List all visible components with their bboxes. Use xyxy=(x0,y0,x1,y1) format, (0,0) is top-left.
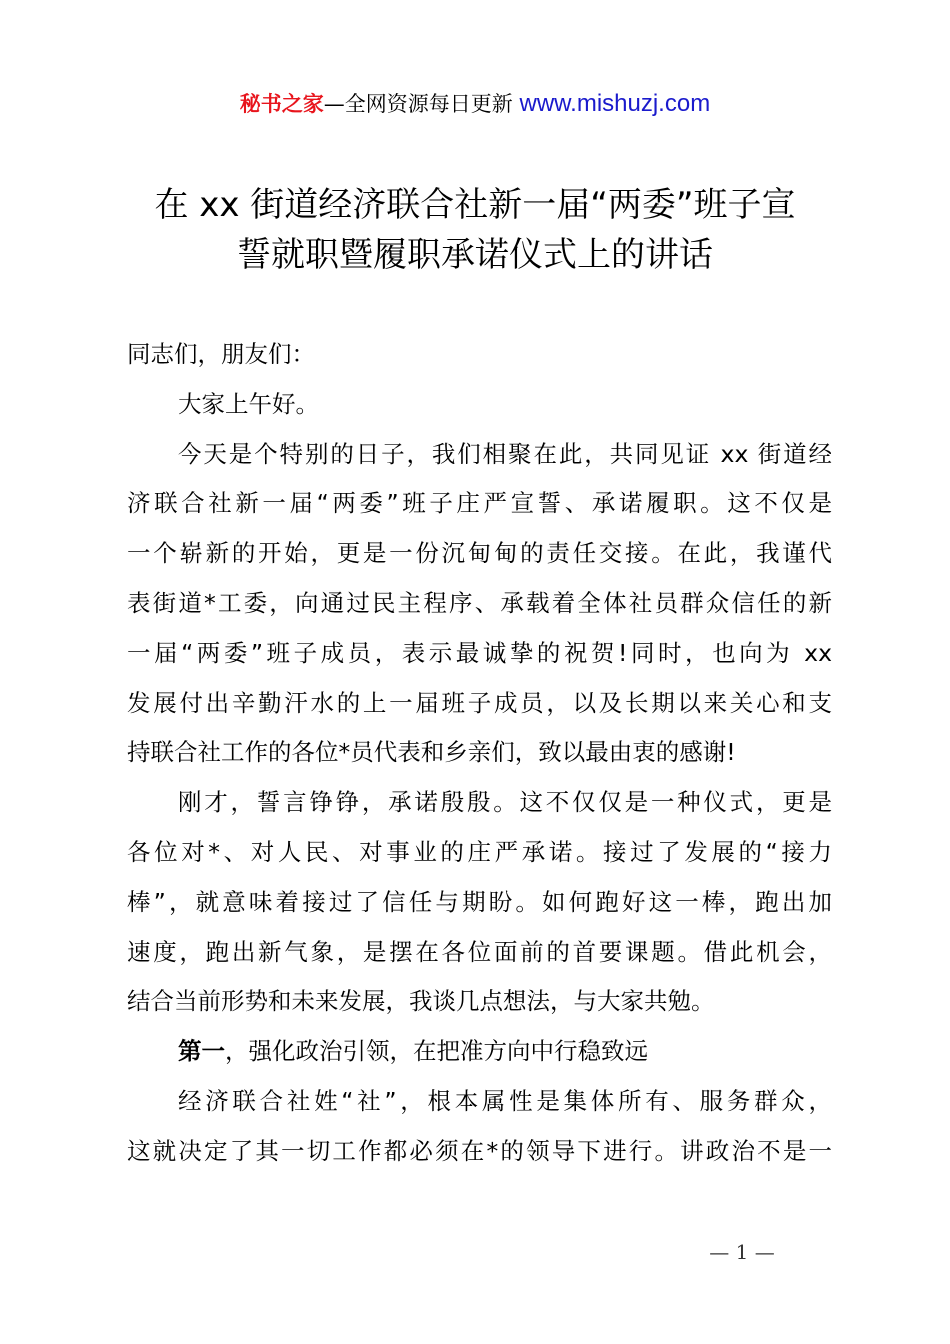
paragraph-line: 一个崭新的开始，更是一份沉甸甸的责任交接。在此，我谨代 xyxy=(127,539,832,568)
document-body xyxy=(127,330,832,1177)
paragraph-line: 今天是个特别的日子，我们相聚在此，共同见证 xx 街道经 xyxy=(178,439,832,468)
section-label: 第一 xyxy=(178,1037,225,1066)
section-heading-1 xyxy=(127,1027,832,1077)
paragraph-line: 速度，跑出新气象，是摆在各位面前的首要课题。借此机会， xyxy=(127,937,832,966)
section-text: ，强化政治引领，在把准方向中行稳致远 xyxy=(225,1037,648,1066)
paragraph-line: 棒”，就意味着接过了信任与期盼。如何跑好这一棒，跑出加 xyxy=(127,887,832,916)
paragraph-line: 各位对*、对人民、对事业的庄严承诺。接过了发展的“接力 xyxy=(127,837,832,866)
header-slogan: —全网资源每日更新 xyxy=(323,92,513,116)
paragraph-line: 刚才，誓言铮铮，承诺殷殷。这不仅仅是一种仪式，更是 xyxy=(178,788,832,817)
brand-name: 秘书之家 xyxy=(239,92,324,116)
site-url-link[interactable]: www.mishuzj.com xyxy=(519,90,711,117)
paragraph-line: 这就决定了其一切工作都必须在*的领导下进行。讲政治不是一 xyxy=(127,1136,832,1165)
document-title-line-2: 誓就职暨履职承诺仪式上的讲话 xyxy=(237,235,713,275)
document-title-line-1: 在 xx 街道经济联合社新一届“两委”班子宣 xyxy=(154,185,796,225)
paragraph-line: 经济联合社姓“社”，根本属性是集体所有、服务群众， xyxy=(178,1086,832,1115)
opening: 大家上午好。 xyxy=(178,389,319,418)
paragraph-line: 济联合社新一届“两委”班子庄严宣誓、承诺履职。这不仅是 xyxy=(127,489,832,518)
paragraph-line: 一届“两委”班子成员，表示最诚挚的祝贺!同时，也向为 xx xyxy=(127,638,832,667)
paragraph-line: 表街道*工委，向通过民主程序、承载着全体社员群众信任的新 xyxy=(127,588,832,617)
paragraph-line: 结合当前形势和未来发展，我谈几点想法，与大家共勉。 xyxy=(127,987,715,1016)
page-number: — 1 — xyxy=(709,1240,775,1264)
paragraph-line: 持联合社工作的各位*员代表和乡亲们，致以最由衷的感谢! xyxy=(127,738,736,767)
site-header xyxy=(0,88,950,120)
paragraph-line: 发展付出辛勤汗水的上一届班子成员，以及长期以来关心和支 xyxy=(127,688,832,717)
greeting: 同志们，朋友们： xyxy=(127,340,315,368)
